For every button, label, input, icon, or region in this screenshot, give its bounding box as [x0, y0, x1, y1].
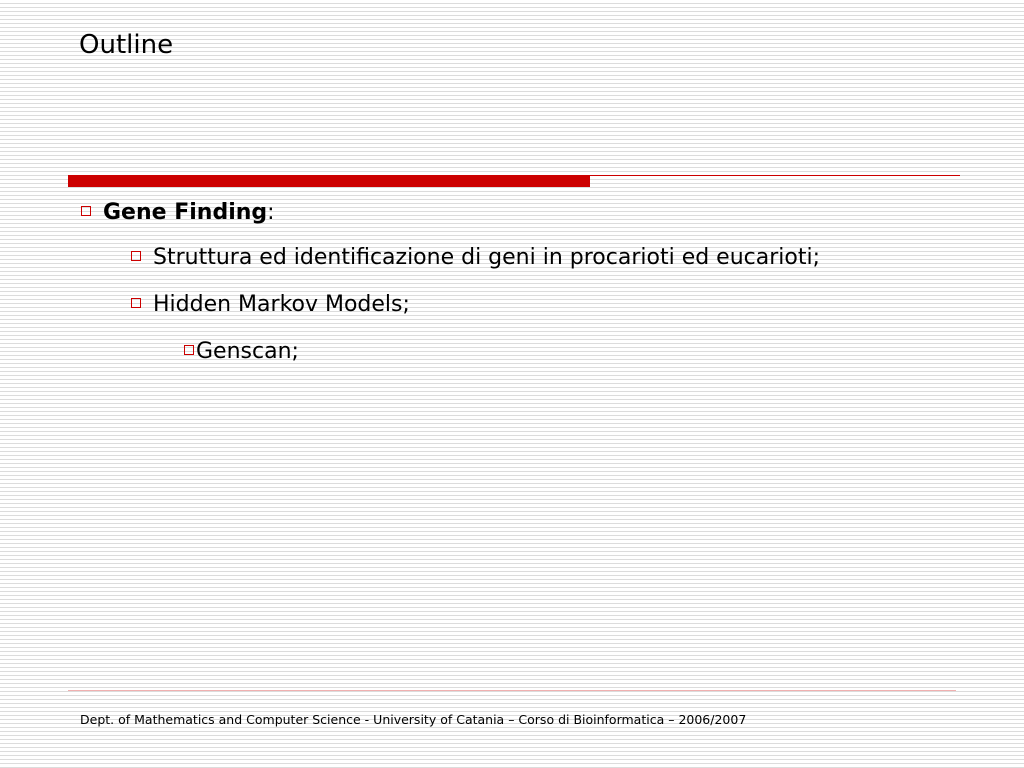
hollow-square-bullet-icon [131, 251, 141, 261]
bullet-text: Hidden Markov Models; [153, 292, 410, 317]
hollow-square-bullet-icon [184, 345, 194, 355]
bullet-bold-text: Gene Finding [103, 200, 268, 225]
bullet-text: Genscan; [196, 339, 299, 364]
bullet-text: Struttura ed identificazione di geni in procarioti ed eucarioti; [153, 245, 821, 270]
bullet-level-2 [131, 291, 410, 319]
slide-title: Outline [79, 30, 174, 60]
hollow-square-bullet-icon [81, 206, 91, 216]
bullet-level-1 [81, 199, 275, 227]
title-divider-thick [68, 175, 590, 187]
bullet-level-3 [184, 338, 299, 366]
footer-divider [68, 690, 956, 691]
bullet-text: : [267, 200, 275, 225]
bullet-level-2 [131, 244, 820, 272]
hollow-square-bullet-icon [131, 298, 141, 308]
footer-text: Dept. of Mathematics and Computer Science - University of Catania – Corso di Bioinformatica – 2006/2007 [80, 712, 747, 727]
